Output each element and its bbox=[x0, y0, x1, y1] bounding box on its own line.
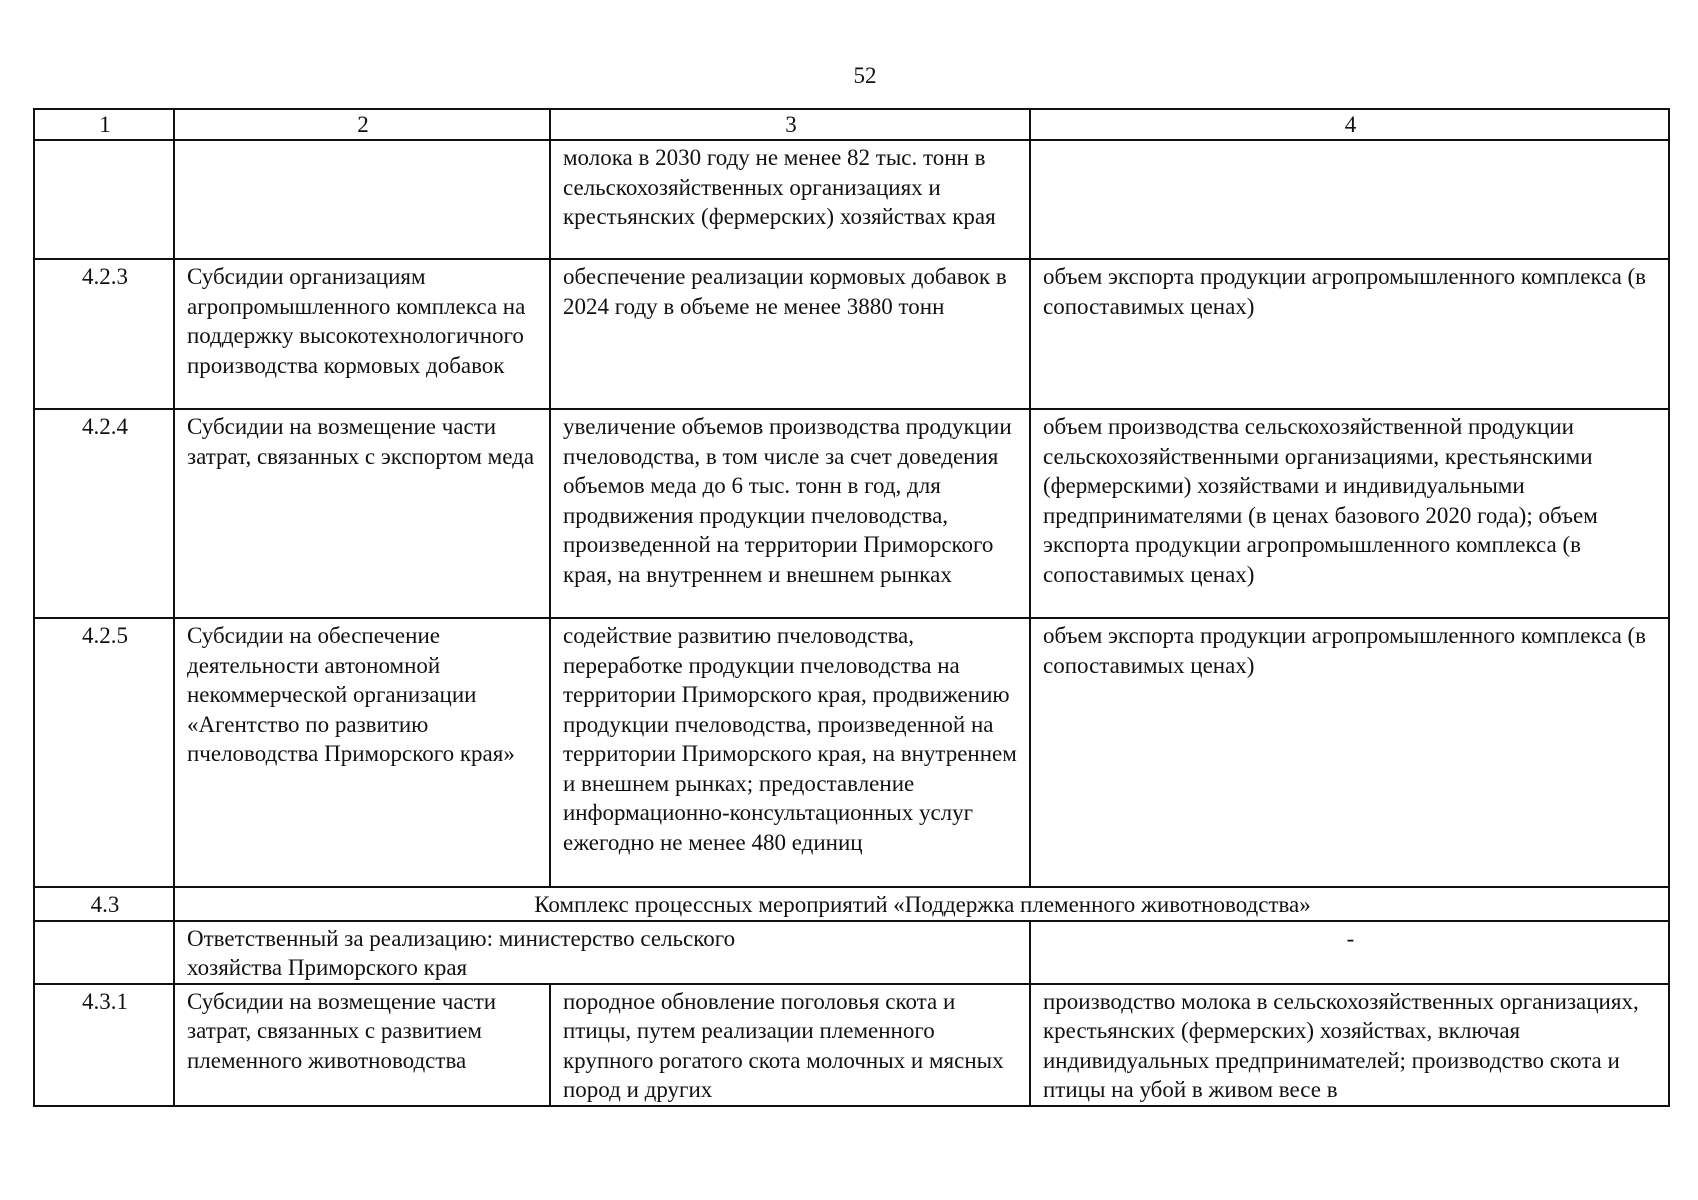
row-number: 4.2.4 bbox=[34, 409, 174, 618]
row-number: 4.2.5 bbox=[34, 618, 174, 887]
measure-name: Субсидии на возмещение части затрат, связанных с экспортом меда bbox=[174, 409, 550, 618]
responsible-party bbox=[174, 921, 1030, 984]
section-title: Комплекс процессных мероприятий «Поддержка племенного животноводства» bbox=[174, 887, 1669, 921]
table-row bbox=[34, 259, 1669, 409]
measure-name: Субсидии организациям агропромышленного комплекса на поддержку высокотехнологичного производства кормовых добавок bbox=[174, 259, 550, 409]
row-number: 4.2.3 bbox=[34, 259, 174, 409]
section-number: 4.3 bbox=[34, 887, 174, 921]
table-row bbox=[34, 984, 1669, 1106]
column-header: 4 bbox=[1030, 109, 1669, 140]
expected-result: молока в 2030 году не менее 82 тыс. тонн в сельскохозяйственных организациях и крестьянских (фермерских) хозяйствах края bbox=[550, 140, 1030, 259]
measure-name: Субсидии на обеспечение деятельности автономной некоммерческой организации «Агентство по развитию пчеловодства Приморского края» bbox=[174, 618, 550, 887]
measure-name: Субсидии на возмещение части затрат, связанных с развитием племенного животноводства bbox=[174, 984, 550, 1106]
table-row bbox=[34, 618, 1669, 887]
column-header: 1 bbox=[34, 109, 174, 140]
measures-table bbox=[33, 108, 1670, 1107]
expected-result: содействие развитию пчеловодства, переработке продукции пчеловодства на территории Приморского края, продвижению продукции пчеловодства, произведенной на территории Приморского края, на внутреннем и внешнем рынках; предоставление информационно-консультационных услуг ежегодно не менее 480 единиц bbox=[550, 618, 1030, 887]
section-row bbox=[34, 887, 1669, 921]
indicator: объем экспорта продукции агропромышленного комплекса (в сопоставимых ценах) bbox=[1030, 259, 1669, 409]
responsible-number-cell bbox=[34, 921, 174, 984]
expected-result: обеспечение реализации кормовых добавок в 2024 году в объеме не менее 3880 тонн bbox=[550, 259, 1030, 409]
row-number: 4.3.1 bbox=[34, 984, 174, 1106]
page-number: 52 bbox=[853, 63, 877, 88]
row-number bbox=[34, 140, 174, 259]
table-header-row bbox=[34, 109, 1669, 140]
column-header: 3 bbox=[550, 109, 1030, 140]
indicator: производство молока в сельскохозяйственных организациях, крестьянских (фермерских) хозяйствах, включая индивидуальных предпринимателей; производство скота и птицы на убой в живом весе в bbox=[1030, 984, 1669, 1106]
measure-name bbox=[174, 140, 550, 259]
responsible-text: Ответственный за реализацию: министерство сельского хозяйства Приморского края bbox=[187, 925, 736, 980]
indicator: объем экспорта продукции агропромышленного комплекса (в сопоставимых ценах) bbox=[1030, 618, 1669, 887]
expected-result: породное обновление поголовья скота и птицы, путем реализации племенного крупного рогатого скота молочных и мясных пород и других bbox=[550, 984, 1030, 1106]
responsible-row bbox=[34, 921, 1669, 984]
responsible-note: - bbox=[1030, 921, 1669, 984]
expected-result: увеличение объемов производства продукции пчеловодства, в том числе за счет доведения объемов меда до 6 тыс. тонн в год, для продвижения продукции пчеловодства, произведенной на территории Приморского края, на внутреннем и внешнем рынках bbox=[550, 409, 1030, 618]
indicator bbox=[1030, 140, 1669, 259]
column-header: 2 bbox=[174, 109, 550, 140]
indicator: объем производства сельскохозяйственной продукции сельскохозяйственными организациями, крестьянскими (фермерскими) хозяйствами и индивидуальными предпринимателями (в ценах базового 2020 года); объем экспорта продукции агропромышленного комплекса (в сопоставимых ценах) bbox=[1030, 409, 1669, 618]
table-row bbox=[34, 409, 1669, 618]
table-row bbox=[34, 140, 1669, 259]
